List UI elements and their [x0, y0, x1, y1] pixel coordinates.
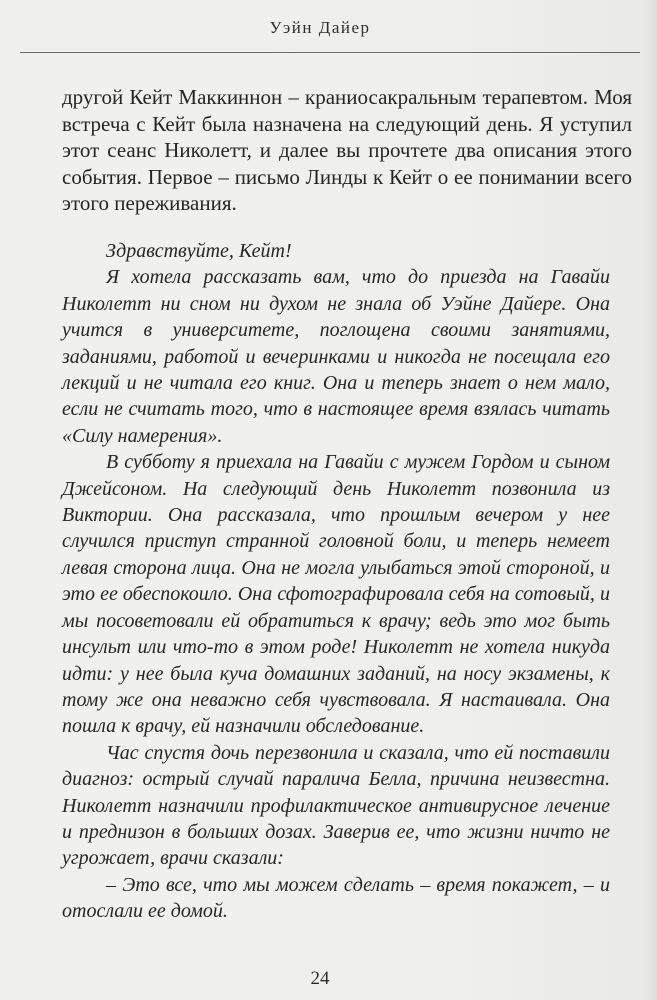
letter-paragraph-1: Я хотела рассказать вам, что до приезда на Гавайи Николетт ни сном ни духом не знала об Уэйне Дайере. Она учится в университете, поглощена своими занятиями, заданиями, работой и вечеринками и никогда не посещала его лекций и не читала его книг. Она и теперь знает о нем мало, если не считать того, что в настоящее время взялась читать «Силу намерения».: [62, 266, 610, 447]
letter-greeting: Здравствуйте, Кейт!: [106, 240, 292, 262]
letter-paragraph-2: В субботу я приехала на Гавайи с мужем Гордом и сыном Джейсоном. На следующий день Николетт позвонила из Виктории. Она рассказала, что прошлым вечером у нее случился приступ странной головной боли, и теперь немеет левая сторона лица. Она не могла улыбаться этой стороной, и это ее обеспокоило. Она сфотографировала себя на сотовый, и мы посоветовали ей обратиться к врачу; ведь это мог быть инсульт или что-то в этом роде! Николетт не хотела никуда идти: у нее была куча домашних заданий, на носу экзамены, к тому же она неважно себя чувствовала. Я настаивала. Она пошла к врачу, ей назначили обследование.: [62, 451, 610, 738]
page-number: 24: [310, 968, 330, 989]
letter-paragraph-4: – Это все, что мы можем сделать – время покажет, – и отослали ее домой.: [62, 873, 610, 923]
intro-paragraph: [62, 84, 632, 217]
header-rule: [20, 52, 640, 53]
intro-text: другой Кейт Маккиннон – краниосакральным терапевтом. Моя встреча с Кейт была назначена на следующий день. Я уступил этот сеанс Николетт, и далее вы прочтете два описания этого события. Первое – письмо Линды к Кейт о ее понимании всего этого переживания.: [62, 85, 632, 215]
letter-paragraph-3: Час спустя дочь перезвонила и сказала, что ей поставили диагноз: острый случай паралича Белла, причина неизвестна. Николетт назначили профилактическое антивирусное лечение и преднизон в больших дозах. Заверив ее, что жизни ничто не угрожает, врачи сказали:: [62, 741, 610, 870]
page-edge-shadow: [645, 0, 657, 1000]
letter-block: [62, 238, 610, 925]
running-header: Уэйн Дайер: [269, 18, 371, 37]
